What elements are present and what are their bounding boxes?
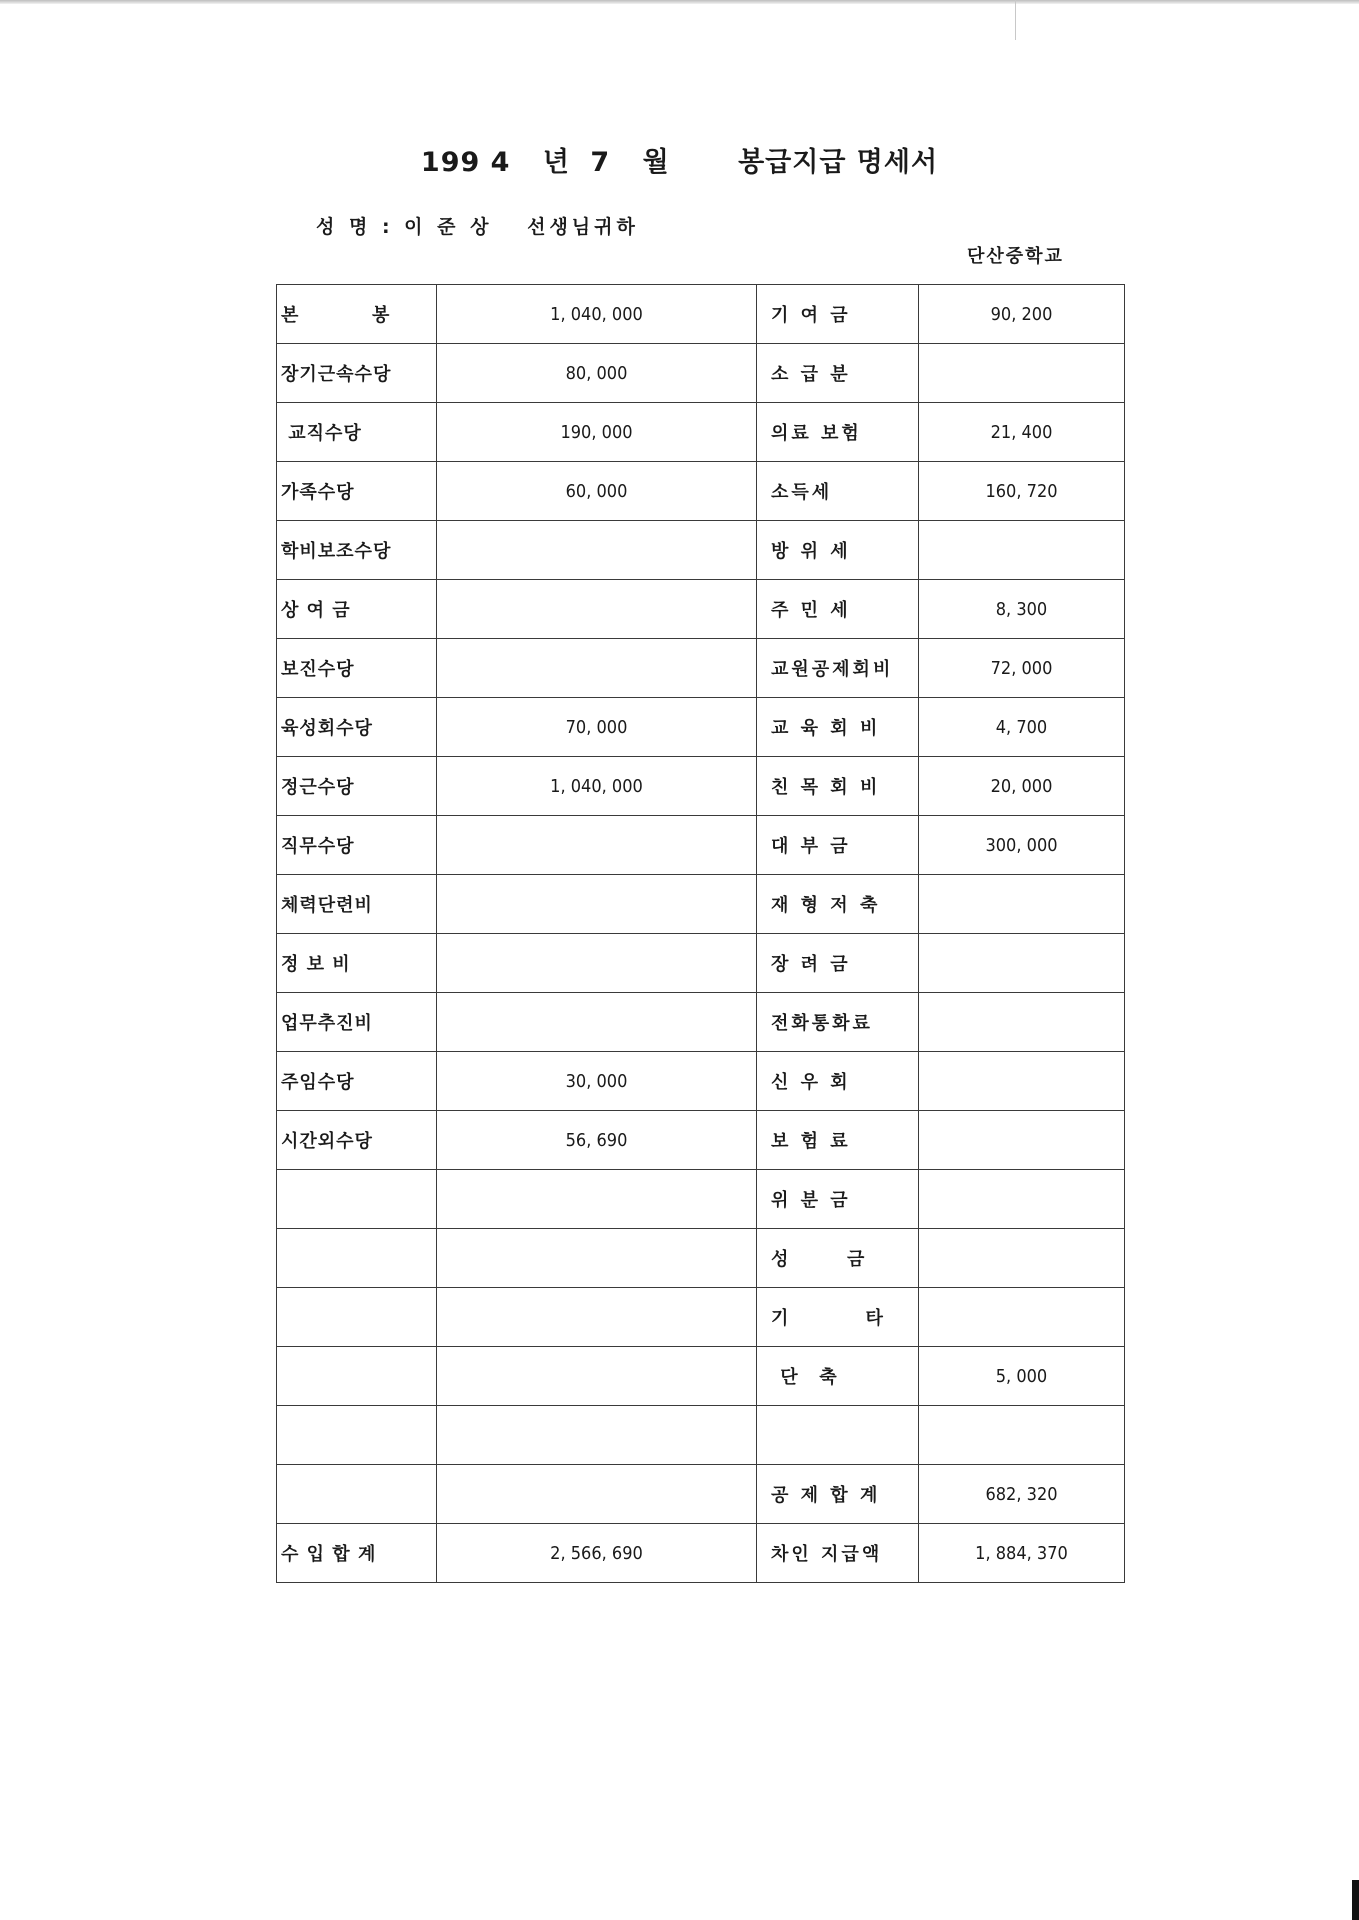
earning-label: 직무수당 <box>277 816 437 875</box>
earning-label <box>277 1170 437 1229</box>
deduction-value <box>919 1052 1125 1111</box>
table-row <box>277 1288 1125 1347</box>
table-row <box>277 1406 1125 1465</box>
deduction-value <box>919 1229 1125 1288</box>
deduction-value: 21, 400 <box>919 403 1125 462</box>
deduction-label: 위 분 금 <box>757 1170 919 1229</box>
earning-value <box>437 1170 757 1229</box>
earning-value <box>437 1288 757 1347</box>
recipient-label: 성 명 : <box>316 216 394 238</box>
deduction-label <box>757 1406 919 1465</box>
deduction-label: 교 육 회 비 <box>757 698 919 757</box>
table-row <box>277 816 1125 875</box>
earning-label <box>277 1406 437 1465</box>
earning-label: 보진수당 <box>277 639 437 698</box>
recipient-honorific: 선생님귀하 <box>527 216 639 238</box>
earning-label: 체력단련비 <box>277 875 437 934</box>
deduction-value: 300, 000 <box>919 816 1125 875</box>
deduction-value: 72, 000 <box>919 639 1125 698</box>
table-row <box>277 1170 1125 1229</box>
table-row <box>277 1347 1125 1406</box>
earning-label: 업무추진비 <box>277 993 437 1052</box>
title-subject: 봉급지급 명세서 <box>738 147 939 178</box>
deduction-label: 교원공제회비 <box>757 639 919 698</box>
earning-label <box>277 1347 437 1406</box>
deduction-value <box>919 1170 1125 1229</box>
deduction-label: 주 민 세 <box>757 580 919 639</box>
title-year: 199 4 <box>420 147 511 178</box>
deduction-label: 기 타 <box>757 1288 919 1347</box>
earning-value: 80, 000 <box>437 344 757 403</box>
deduction-value <box>919 993 1125 1052</box>
table-row <box>277 639 1125 698</box>
deduction-value: 90, 200 <box>919 285 1125 344</box>
deduction-value <box>919 875 1125 934</box>
scan-artifact-line <box>1015 0 1016 40</box>
earning-label: 육성회수당 <box>277 698 437 757</box>
scan-edge-mark <box>1352 1880 1359 1920</box>
earning-label: 정근수당 <box>277 757 437 816</box>
scan-top-edge <box>0 0 1359 4</box>
deduction-value: 4, 700 <box>919 698 1125 757</box>
earning-value: 56, 690 <box>437 1111 757 1170</box>
table-row <box>277 521 1125 580</box>
recipient-name: 이 준 상 <box>404 216 493 238</box>
pay-statement-table <box>276 284 1125 1583</box>
deduction-label: 기 여 금 <box>757 285 919 344</box>
earning-label: 본 봉 <box>277 285 437 344</box>
table-row <box>277 403 1125 462</box>
table-row <box>277 1229 1125 1288</box>
deduction-value: 5, 000 <box>919 1347 1125 1406</box>
earning-label: 장기근속수당 <box>277 344 437 403</box>
deduction-label: 소 급 분 <box>757 344 919 403</box>
earning-value <box>437 639 757 698</box>
earning-label <box>277 1229 437 1288</box>
earning-value <box>437 1229 757 1288</box>
earning-value: 1, 040, 000 <box>437 757 757 816</box>
deduction-value: 682, 320 <box>919 1465 1125 1524</box>
earning-value <box>437 875 757 934</box>
earning-label: 주임수당 <box>277 1052 437 1111</box>
deduction-label: 보 험 료 <box>757 1111 919 1170</box>
earning-label <box>277 1465 437 1524</box>
deduction-value <box>919 1111 1125 1170</box>
deduction-label: 대 부 금 <box>757 816 919 875</box>
earning-value <box>437 1465 757 1524</box>
deduction-label: 방 위 세 <box>757 521 919 580</box>
earning-label: 학비보조수당 <box>277 521 437 580</box>
deduction-label: 성 금 <box>757 1229 919 1288</box>
earning-label: 수 입 합 계 <box>277 1524 437 1583</box>
table-row <box>277 285 1125 344</box>
earning-label: 가족수당 <box>277 462 437 521</box>
deduction-label: 신 우 회 <box>757 1052 919 1111</box>
table-row <box>277 580 1125 639</box>
deduction-value: 160, 720 <box>919 462 1125 521</box>
table-row <box>277 1111 1125 1170</box>
earning-label <box>277 1288 437 1347</box>
deduction-value <box>919 1406 1125 1465</box>
pay-table-body <box>277 285 1125 1583</box>
deduction-value: 20, 000 <box>919 757 1125 816</box>
earning-label: 상 여 금 <box>277 580 437 639</box>
deduction-label: 친 목 회 비 <box>757 757 919 816</box>
deduction-value <box>919 521 1125 580</box>
earning-value: 190, 000 <box>437 403 757 462</box>
earning-value <box>437 934 757 993</box>
deduction-label: 차인 지급액 <box>757 1524 919 1583</box>
deduction-label: 재 형 저 축 <box>757 875 919 934</box>
table-row <box>277 1465 1125 1524</box>
title-month: 7 <box>590 147 611 178</box>
deduction-value <box>919 344 1125 403</box>
earning-value <box>437 816 757 875</box>
earning-value: 60, 000 <box>437 462 757 521</box>
earning-value: 70, 000 <box>437 698 757 757</box>
deduction-value: 1, 884, 370 <box>919 1524 1125 1583</box>
school-name: 단산중학교 <box>967 246 1064 267</box>
earning-value: 30, 000 <box>437 1052 757 1111</box>
earning-value <box>437 1406 757 1465</box>
deduction-value: 8, 300 <box>919 580 1125 639</box>
table-row <box>277 344 1125 403</box>
title-month-unit: 월 <box>642 147 670 178</box>
earning-value: 1, 040, 000 <box>437 285 757 344</box>
table-row <box>277 1524 1125 1583</box>
deduction-label: 소득세 <box>757 462 919 521</box>
table-row <box>277 993 1125 1052</box>
earning-value: 2, 566, 690 <box>437 1524 757 1583</box>
table-row <box>277 934 1125 993</box>
deduction-label: 공 제 합 계 <box>757 1465 919 1524</box>
deduction-value <box>919 934 1125 993</box>
deduction-value <box>919 1288 1125 1347</box>
deduction-label: 의료 보험 <box>757 403 919 462</box>
document-title <box>0 140 1359 179</box>
table-row <box>277 698 1125 757</box>
earning-value <box>437 993 757 1052</box>
earning-label: 정 보 비 <box>277 934 437 993</box>
earning-label: 교직수당 <box>277 403 437 462</box>
table-row <box>277 757 1125 816</box>
recipient-line <box>316 212 639 239</box>
deduction-label: 장 려 금 <box>757 934 919 993</box>
earning-label: 시간외수당 <box>277 1111 437 1170</box>
deduction-label: 단 축 <box>757 1347 919 1406</box>
earning-value <box>437 1347 757 1406</box>
table-row <box>277 1052 1125 1111</box>
earning-value <box>437 521 757 580</box>
earning-value <box>437 580 757 639</box>
title-year-unit: 년 <box>542 147 570 178</box>
deduction-label: 전화통화료 <box>757 993 919 1052</box>
table-row <box>277 875 1125 934</box>
table-row <box>277 462 1125 521</box>
